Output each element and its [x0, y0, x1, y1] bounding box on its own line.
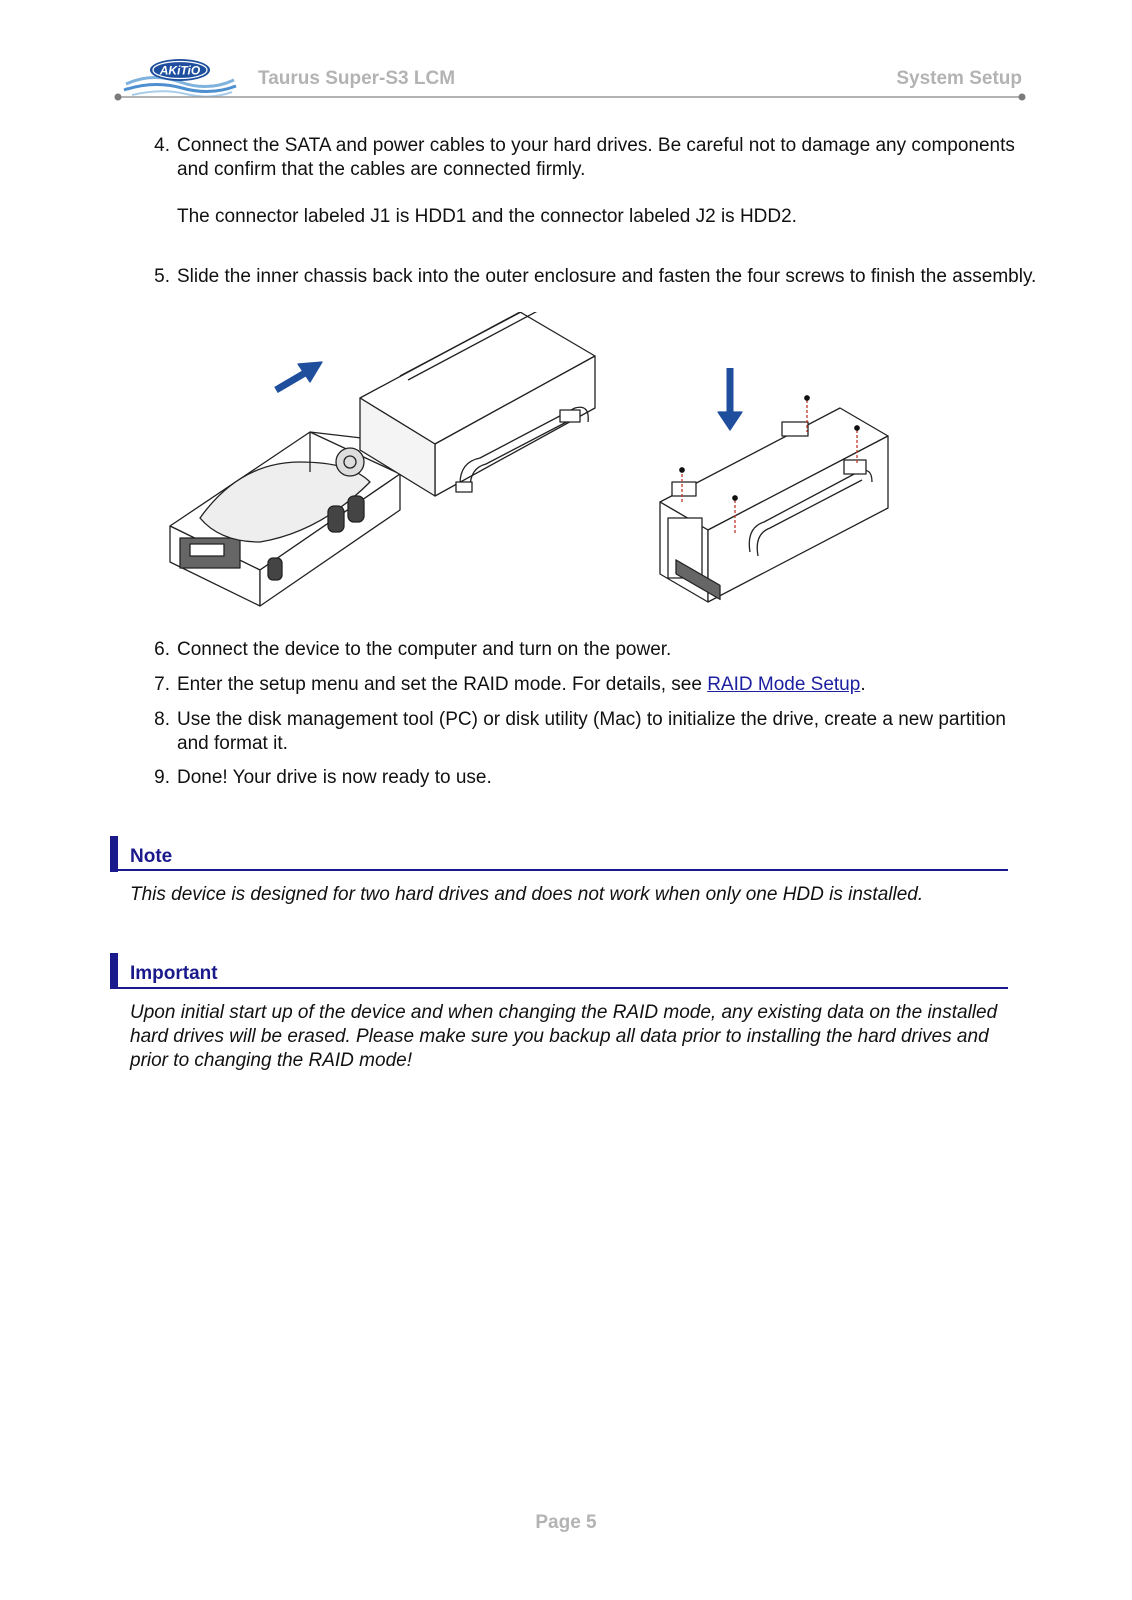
important-title: Important: [130, 963, 218, 984]
inner-chassis-drawing: [170, 432, 400, 606]
svg-text:AKiTiO: AKiTiO: [159, 63, 201, 78]
page-number: Page 5: [535, 1512, 597, 1533]
raid-mode-setup-link[interactable]: RAID Mode Setup: [707, 674, 861, 695]
assembly-illustration: [160, 312, 920, 624]
step-text: Slide the inner chassis back into the outer enclosure and fasten the four screws to finish the assembly.: [177, 266, 1037, 287]
step-number: 8.: [154, 709, 170, 730]
note-divider: [110, 869, 1008, 871]
step-text: Connect the SATA and power cables to your hard drives. Be careful not to damage any components and confirm that the cables are connected firmly.: [177, 135, 1015, 180]
insert-down-arrow-icon: [718, 368, 742, 430]
slide-direction-arrow-icon: [276, 362, 322, 390]
header-product-title: Taurus Super-S3 LCM: [258, 68, 456, 89]
step-7-text-before: Enter the setup menu and set the RAID mode. For details, see: [177, 674, 708, 695]
note-body: This device is designed for two hard drives and does not work when only one HDD is installed.: [130, 884, 924, 905]
step-number: 5.: [154, 266, 170, 287]
header-divider: [114, 93, 1026, 101]
assembled-enclosure-drawing: [660, 396, 888, 602]
step-number: 4.: [154, 135, 170, 156]
step-number: 7.: [154, 674, 170, 695]
note-title: Note: [130, 846, 173, 867]
step-7-text-after: .: [860, 674, 866, 695]
akitio-logo: [122, 54, 238, 98]
step-text: Use the disk management tool (PC) or disk utility (Mac) to initialize the drive, create a new partition and format it.: [177, 709, 1006, 754]
step-4-connector-note: The connector labeled J1 is HDD1 and the connector labeled J2 is HDD2.: [177, 206, 797, 227]
important-accent-bar: [110, 953, 118, 989]
important-body: Upon initial start up of the device and when changing the RAID mode, any existing data on the installed hard drives will be erased. Please make sure you backup all data prior to installing the hard drives and prior to changing the RAID mode!: [130, 1002, 998, 1071]
step-text: Connect the device to the computer and turn on the power.: [177, 639, 672, 660]
step-number: 6.: [154, 639, 170, 660]
important-divider: [110, 987, 1008, 989]
step-text: [177, 673, 1039, 697]
step-number: 9.: [154, 767, 170, 788]
note-accent-bar: [110, 836, 118, 872]
outer-enclosure-drawing: [360, 312, 595, 496]
header-section-title: System Setup: [896, 68, 1022, 89]
step-text: Done! Your drive is now ready to use.: [177, 767, 492, 788]
